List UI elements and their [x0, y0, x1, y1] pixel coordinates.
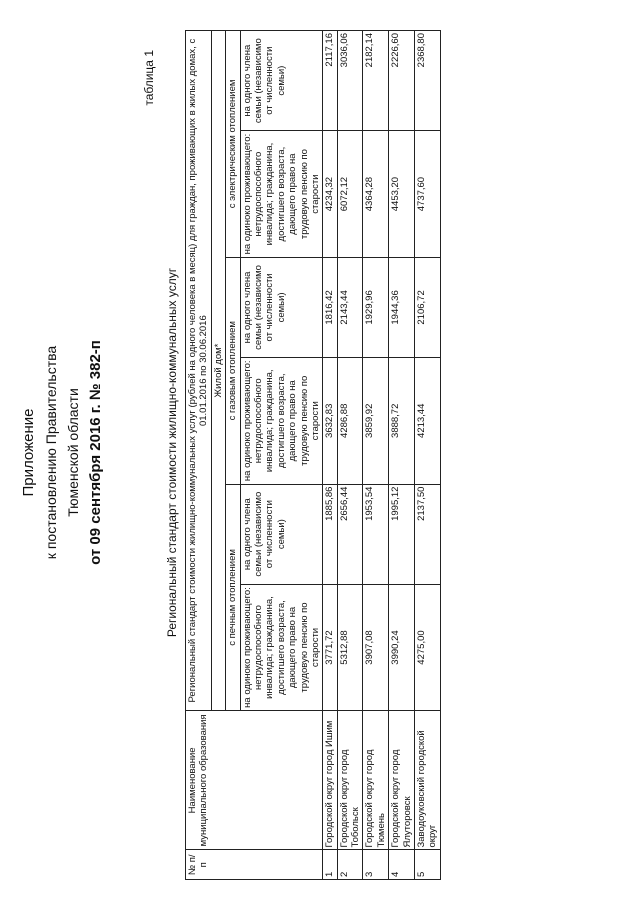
appendix-decree: к постановлению Правительства	[43, 345, 59, 560]
row-municipality: Заводоуковский городской округ	[415, 711, 441, 850]
value-cell: 6072,12	[337, 131, 363, 258]
value-cell: 1944,36	[389, 257, 415, 357]
appendix-title: Приложение	[20, 408, 37, 497]
appendix-date: от 09 сентября 2016 г. № 382-п	[87, 340, 104, 565]
value-cell: 2226,60	[389, 31, 415, 131]
value-cell: 4453,20	[389, 131, 415, 258]
table-row	[363, 31, 389, 880]
value-cell: 3632,83	[323, 358, 337, 485]
header-row-1	[186, 31, 212, 880]
table-row	[389, 31, 415, 880]
member-header: на одного члена семьи (независимо от численности семьи)	[240, 257, 323, 357]
col-number-header: № п/п	[186, 850, 323, 880]
table-row	[415, 31, 441, 880]
value-cell: 3907,08	[363, 584, 389, 711]
value-cell: 1953,54	[363, 484, 389, 584]
value-cell: 4275,00	[415, 584, 441, 711]
value-cell: 1929,96	[363, 257, 389, 357]
table-title: Региональный стандарт стоимости жилищно-коммунальных услуг	[165, 267, 179, 638]
house-type-header: Жилой дом*	[211, 31, 225, 711]
member-header: на одного члена семьи (независимо от численности семьи)	[240, 484, 323, 584]
row-municipality: Городской округ город Тюмень	[363, 711, 389, 850]
table-row	[323, 31, 337, 880]
value-cell: 4737,60	[415, 131, 441, 258]
value-cell: 3036,06	[337, 31, 363, 131]
value-cell: 4234,32	[323, 131, 337, 258]
row-number: 3	[363, 850, 389, 880]
value-cell: 1885,86	[323, 484, 337, 584]
member-header: на одного члена семьи (независимо от численности семьи)	[240, 31, 323, 131]
value-cell: 1995,12	[389, 484, 415, 584]
value-cell: 2143,44	[337, 257, 363, 357]
row-number: 2	[337, 850, 363, 880]
value-cell: 2117,16	[323, 31, 337, 131]
value-cell: 2368,80	[415, 31, 441, 131]
row-number: 4	[389, 850, 415, 880]
table-number: таблица 1	[142, 50, 156, 106]
table-row	[337, 31, 363, 880]
heat-gas-header: с газовым отоплением	[226, 257, 240, 484]
value-cell: 2106,72	[415, 257, 441, 357]
single-header: на одиноко проживающего: нетрудоспособного инвалида; гражданина, достигшего возраста, дающего право на трудовую пенсию по старости	[240, 584, 323, 711]
value-cell: 1816,42	[323, 257, 337, 357]
standard-table	[185, 30, 441, 880]
row-number: 1	[323, 850, 337, 880]
value-cell: 5312,88	[337, 584, 363, 711]
row-municipality: Городской округ город Ялуторовск	[389, 711, 415, 850]
value-cell: 4286,88	[337, 358, 363, 485]
value-cell: 4213,44	[415, 358, 441, 485]
appendix-region: Тюменской области	[65, 388, 81, 517]
value-cell: 4364,28	[363, 131, 389, 258]
value-cell: 2137,50	[415, 484, 441, 584]
row-number: 5	[415, 850, 441, 880]
value-cell: 3859,92	[363, 358, 389, 485]
col-group-header: Региональный стандарт стоимости жилищно-коммунальных услуг (рублей на одного человека в месяц) для граждан, проживающих в жилых домах, с 01.01.2016 по 30.06.2016	[186, 31, 212, 711]
heat-electric-header: с электрическим отоплением	[226, 31, 240, 258]
single-header: на одиноко проживающего: нетрудоспособного инвалида; гражданина, достигшего возраста, дающего право на трудовую пенсию по старости	[240, 131, 323, 258]
value-cell: 2182,14	[363, 31, 389, 131]
value-cell: 2656,44	[337, 484, 363, 584]
value-cell: 3990,24	[389, 584, 415, 711]
value-cell: 3771,72	[323, 584, 337, 711]
value-cell: 3888,72	[389, 358, 415, 485]
single-header: на одиноко проживающего: нетрудоспособного инвалида; гражданина, достигшего возраста, дающего право на трудовую пенсию по старости	[240, 358, 323, 485]
row-municipality: Городской округ город Ишим	[323, 711, 337, 850]
row-municipality: Городской округ город Тобольск	[337, 711, 363, 850]
col-municipality-header: Наименование муниципального образования	[186, 711, 323, 850]
heat-stove-header: с печным отоплением	[226, 484, 240, 711]
